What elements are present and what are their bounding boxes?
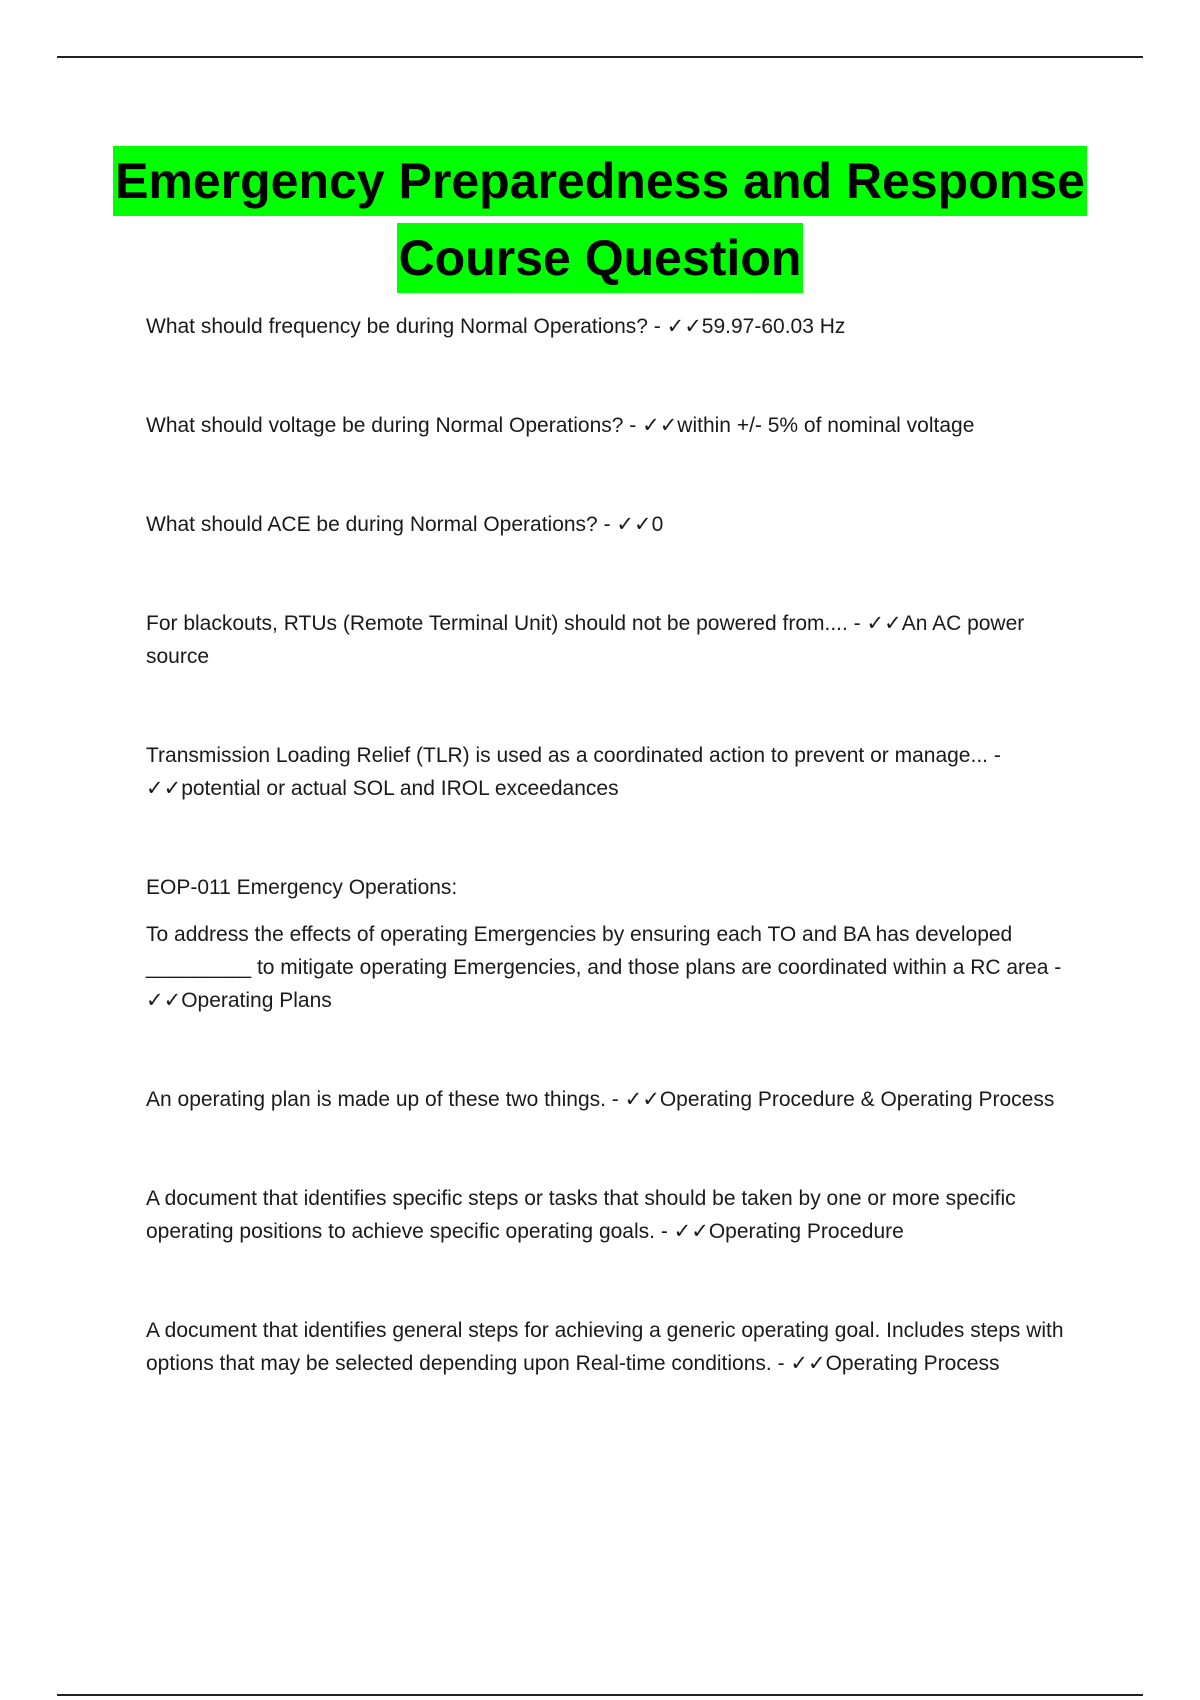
qa-item-7 [146, 918, 1086, 1017]
answer-text: ✓✓Operating Procedure & Operating Process [624, 1088, 1055, 1111]
qa-item-6-heading [146, 871, 1086, 904]
answer-text: ✓✓0 [616, 513, 664, 536]
question-text: What should frequency be during Normal Operations? - [146, 315, 667, 338]
question-text: An operating plan is made up of these two things. - [146, 1088, 625, 1111]
question-text: For blackouts, RTUs (Remote Terminal Unit) should not be powered from.... - [146, 612, 867, 635]
bottom-rule [57, 1694, 1143, 1696]
question-text: What should voltage be during Normal Operations? - [146, 414, 643, 437]
qa-item-8 [146, 1083, 1086, 1116]
answer-text: ✓✓Operating Process [790, 1352, 1000, 1375]
question-text: A document that identifies specific steps or tasks that should be taken by one or more specific operating positions to achieve specific operating goals. - [146, 1187, 1016, 1243]
section-heading: EOP-011 Emergency Operations: [146, 876, 458, 899]
question-text: What should ACE be during Normal Operations? - [146, 513, 617, 536]
answer-text: ✓✓Operating Plans [146, 989, 332, 1012]
qa-item-3 [146, 508, 1086, 541]
question-text: To address the effects of operating Emergencies by ensuring each TO and BA has developed _________ to mitigate operating Emergencies, and those plans are coordinated within a RC area - [146, 923, 1062, 979]
title-line-1: Emergency Preparedness and Response [113, 146, 1087, 216]
qa-item-5 [146, 739, 1086, 805]
answer-text: ✓✓Operating Procedure [673, 1220, 904, 1243]
qa-item-2 [146, 409, 1086, 442]
question-text: Transmission Loading Relief (TLR) is used as a coordinated action to prevent or manage... - [146, 744, 1001, 767]
title-line-2: Course Question [397, 223, 804, 293]
qa-item-4 [146, 607, 1086, 673]
qa-item-10 [146, 1314, 1086, 1380]
answer-text: ✓✓An AC power source [146, 612, 1025, 668]
question-text: A document that identifies general steps for achieving a generic operating goal. Includes steps with options that may be selected depending upon Real-time conditions. - [146, 1319, 1064, 1375]
qa-item-9 [146, 1182, 1086, 1248]
document-title [57, 144, 1143, 298]
answer-text: ✓✓potential or actual SOL and IROL exceedances [146, 777, 619, 800]
answer-text: ✓✓59.97-60.03 Hz [666, 315, 846, 338]
qa-item-1 [146, 310, 1086, 343]
qa-list [146, 310, 1086, 1380]
answer-text: ✓✓within +/- 5% of nominal voltage [642, 414, 975, 437]
top-rule [57, 56, 1143, 58]
